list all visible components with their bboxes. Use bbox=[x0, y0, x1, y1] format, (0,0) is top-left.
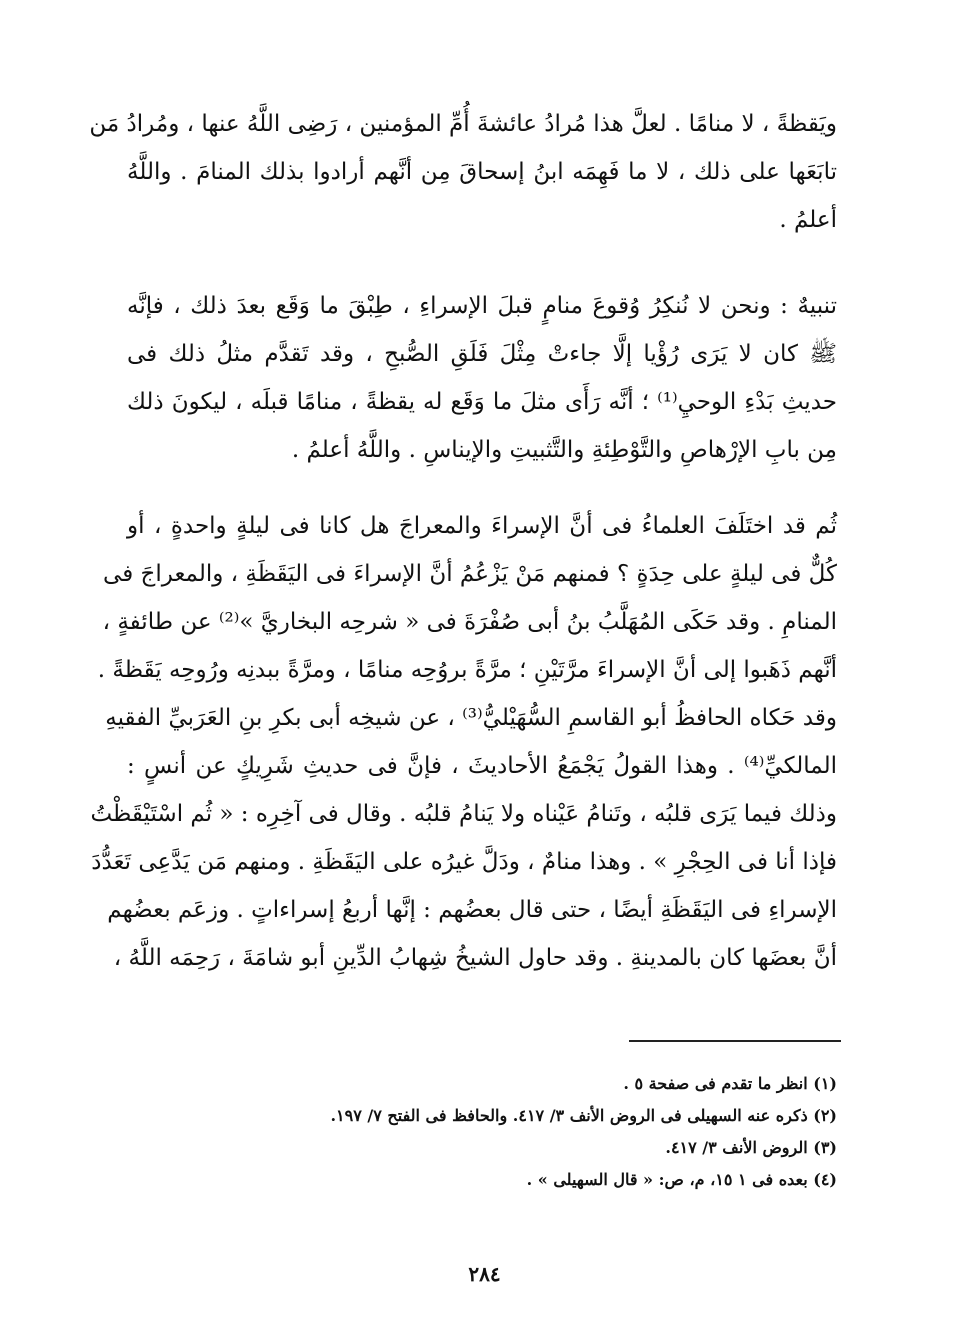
text-line: وقد حَكاه الحافظُ أبو القاسمِ السُّهَيْليُّ⁽³⁾ ، عن شيخِه أبى بكرِ بنِ العَرَبيِّ الفقيهِ bbox=[105, 705, 837, 731]
text-line: أنَّ بعضَها كان بالمدينةِ . وقد حاول الشيخُ شِهابُ الدِّينِ أبو شامَةَ ، رَحِمَه اللَّهُ ، bbox=[113, 945, 837, 971]
text-line: المالكيِّ⁽⁴⁾ . وهذا القولُ يَجْمَعُ الأحاديثَ ، فإنَّ فى حديثِ شَرِيكٍ عن أنسٍ : bbox=[127, 753, 837, 779]
paragraph-1 bbox=[89, 100, 837, 244]
page-number: ٢٨٤ bbox=[468, 1262, 501, 1286]
text-line: ﷺ كان لا يَرَى رُؤْيا إلَّا جاءتْ مِثْلَ فَلَقِ الصُّبحِ ، وقد تَقدَّم مثلُ ذلك فى bbox=[127, 341, 837, 367]
text-line: تنبيهٌ : ونحن لا نُنكِرُ وُقوعَ منامٍ قبلَ الإسراءِ ، طِبْقَ ما وَقَع بعدَ ذلك ، فإنَّه bbox=[127, 293, 837, 319]
footnote: (٢) ذكره عنه السهيلى فى الروض الأنف ٣/ ٤١٧. والحافظ فى الفتح ٧/ ١٩٧. bbox=[330, 1106, 837, 1125]
text-line: وذلك فيما يَرَى قلبُه ، وتَنامُ عَيْناه ولا يَنامُ قلبُه . وقال فى آخِرِه : « ثُم اسْتَيْقَظْتُ bbox=[90, 801, 837, 827]
footnotes bbox=[117, 1068, 837, 1196]
paragraph-2 bbox=[127, 282, 837, 474]
text-line: المنامِ . وقد حَكَى المُهَلَّبُ بنُ أبى صُفْرَةَ فى « شرحِه البخاريَّ »⁽²⁾ عن طائفةٍ ، bbox=[102, 609, 837, 635]
text-line: الإسراءِ فى اليَقَظَةِ أيضًا ، حتى قال بعضُهم : إنَّها أربعُ إسراءاتٍ . وزعَم بعضُهم bbox=[107, 897, 837, 923]
text-line: كُلٌّ فى ليلةٍ على حِدَةٍ ؟ فمنهم مَنْ يَزْعُمُ أنَّ الإسراءَ فى اليَقَظَةِ ، والمعراجَ فى bbox=[103, 561, 837, 587]
footnote: (١) انظر ما تقدم فى صفحة ٥ . bbox=[623, 1074, 837, 1093]
text-line: فإذا أنا فى الحِجْرِ » . وهذا منامٌ ، ودَلَّ غيرُه على اليَقَظَةِ . ومنهم مَن يَدَّعِى تَعَدُّدَ bbox=[91, 849, 837, 875]
text-line: أعلمُ . bbox=[779, 207, 837, 233]
text-line: مِن بابِ الإرْهاصِ والتَّوْطِئةِ والتَّثبيتِ والإيناسِ . واللَّهُ أعلمُ . bbox=[291, 437, 837, 463]
text-line: تابَعَها على ذلك ، لا ما فَهِمَه ابنُ إسحاقَ مِن أنَّهم أرادوا بذلك المنامَ . واللَّهُ bbox=[127, 159, 837, 185]
footnote: (٣) الروض الأنف ٣/ ٤١٧. bbox=[665, 1138, 837, 1157]
footnote: (٤) بعده فى ١ ١٥، م، ص: « قال السهيلى » . bbox=[526, 1170, 837, 1189]
text-line: ويَقظةً ، لا منامًا . لعلَّ هذا مُرادُ عائشةَ أُمِّ المؤمنين ، رَضِى اللَّهُ عنها ، ومُرادُ مَن bbox=[89, 111, 837, 137]
text-line: حديثِ بَدْءِ الوحيِ⁽¹⁾ ؛ أنَّه رَأَى مثلَ ما وَقَع له يقظةً ، منامًا قبلَه ، ليكونَ ذلك bbox=[127, 389, 837, 415]
text-line: أنَّهم ذَهَبوا إلى أنَّ الإسراءَ مرَّتَيْنِ ؛ مرَّةً بروُحِه منامًا ، ومرَّةً ببدنِه ورُوحِه يَقَظةً . bbox=[97, 657, 837, 683]
text-line: ثُم قد اختَلَفَ العلماءُ فى أنَّ الإسراءَ والمعراجَ هل كانا فى ليلةٍ واحدةٍ ، أو bbox=[127, 513, 837, 539]
paragraph-3 bbox=[90, 502, 837, 982]
footnote-divider bbox=[629, 1040, 841, 1042]
